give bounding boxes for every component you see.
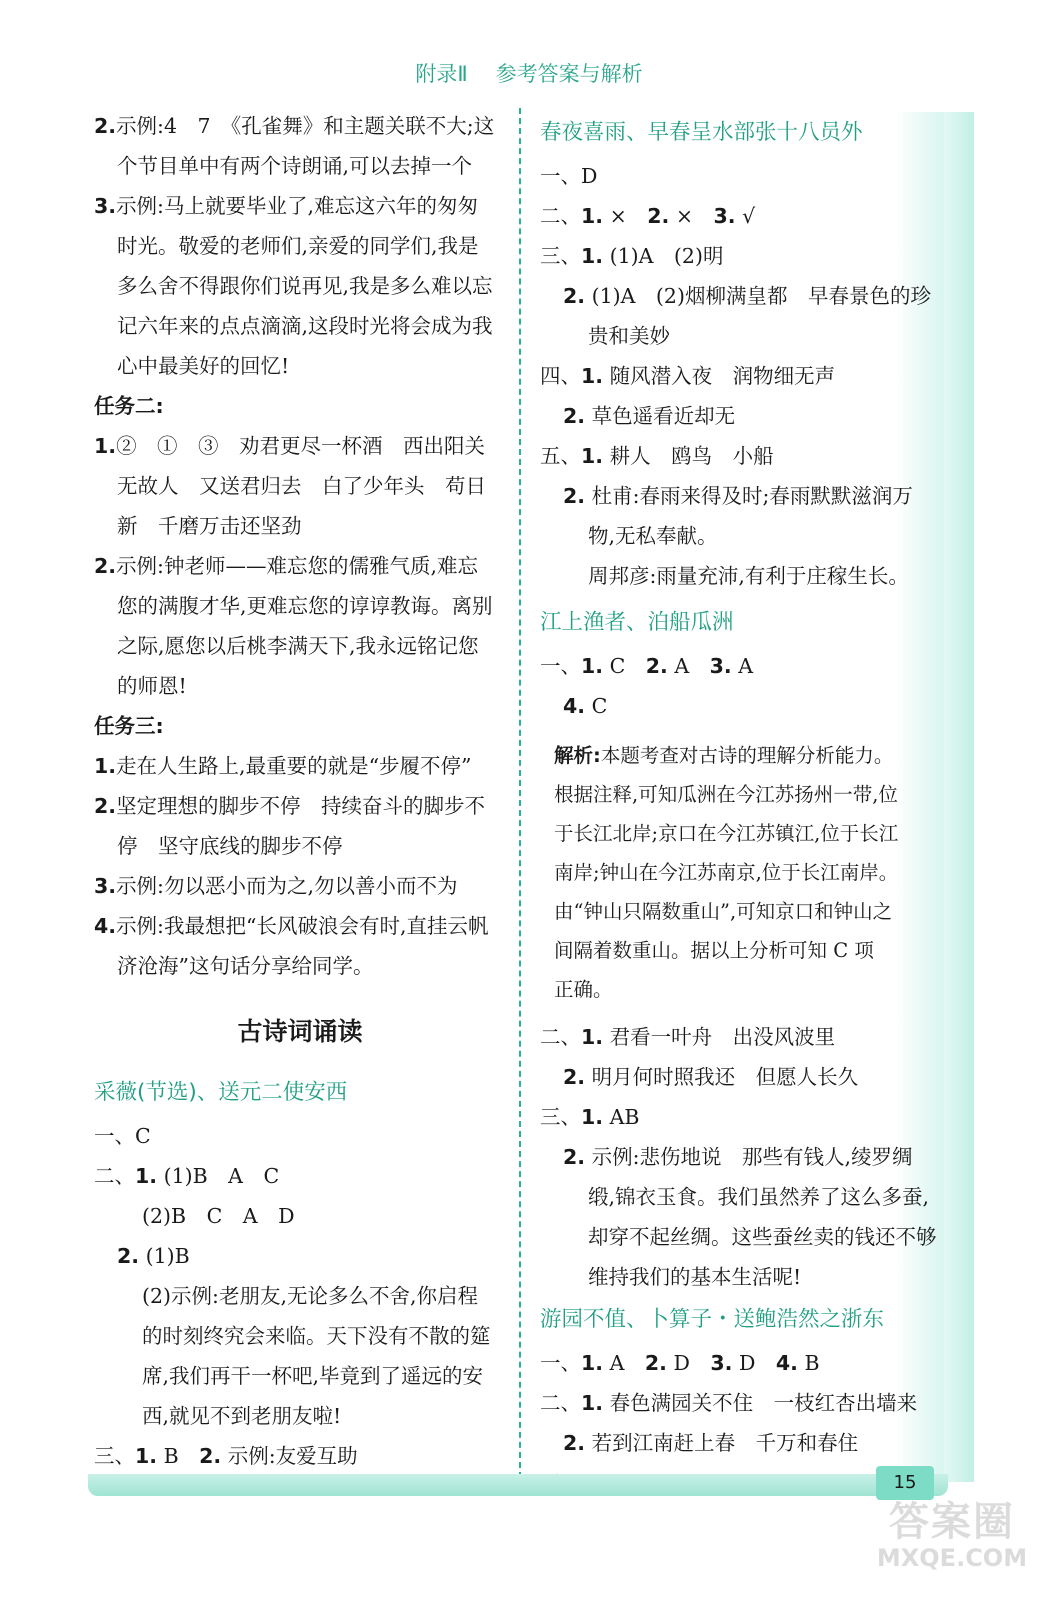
answer-line xyxy=(94,666,506,706)
answer-line xyxy=(94,626,506,666)
question-number: 三、 xyxy=(540,1105,581,1129)
answer-text: (1)B xyxy=(139,1244,190,1268)
answer-text: 杜甫:春雨来得及时;春雨默默滋润万 xyxy=(585,484,913,508)
question-number: 一、 xyxy=(94,1124,135,1148)
question-number: 二、 xyxy=(540,1391,581,1415)
answer-text: D xyxy=(581,164,598,188)
answer-text: A xyxy=(603,1351,645,1375)
question-number: 二、 xyxy=(540,1025,581,1049)
item-number: 2. xyxy=(563,1431,586,1455)
analysis-block xyxy=(540,736,944,1009)
section-title-caiwei: 采薇(节选)、送元二使安西 xyxy=(94,1080,348,1105)
item-number: 2. xyxy=(563,404,586,428)
left-column xyxy=(94,106,506,1476)
answer-line xyxy=(94,1436,506,1476)
item-number: 2. xyxy=(647,204,670,228)
answer-line xyxy=(540,1177,944,1217)
answer-text: 若到江南赶上春 千万和春住 xyxy=(585,1431,859,1455)
answer-text: AB xyxy=(603,1105,640,1129)
item-number: 4. xyxy=(563,694,586,718)
answer-line xyxy=(94,586,506,626)
answer-text: B xyxy=(157,1444,200,1468)
answer-line xyxy=(540,1057,944,1097)
item-number: 2. xyxy=(644,1351,667,1375)
answer-line xyxy=(540,196,944,236)
answer-line xyxy=(540,516,944,556)
answer-line xyxy=(94,746,506,786)
answer-line xyxy=(94,546,506,586)
answer-line xyxy=(94,1396,506,1436)
question-number: 二、 xyxy=(540,204,581,228)
item-number: 2. xyxy=(199,1444,222,1468)
answer-line xyxy=(94,266,506,306)
analysis-line: 根据注释,可知瓜洲在今江苏扬州一带,位 xyxy=(554,783,898,806)
answer-line xyxy=(540,1017,944,1057)
item-number: 1. xyxy=(581,244,604,268)
answer-text: A xyxy=(731,654,754,678)
answer-text: 西,就见不到老朋友啦! xyxy=(142,1404,342,1428)
answer-text: × xyxy=(603,204,648,228)
answer-text: 贵和美妙 xyxy=(588,324,670,348)
answer-text: (2)B C A D xyxy=(142,1204,295,1228)
answer-text: 席,我们再干一杯吧,毕竟到了遥远的安 xyxy=(142,1364,484,1388)
answer-text: 之际,愿您以后桃李满天下,我永远铭记您 xyxy=(117,634,479,658)
answer-line xyxy=(94,1236,506,1276)
answer-line xyxy=(540,476,944,516)
answer-line xyxy=(94,786,506,826)
answer-text: 时光。敬爱的老师们,亲爱的同学们,我是 xyxy=(117,234,479,258)
answer-line xyxy=(94,306,506,346)
answer-line xyxy=(540,356,944,396)
column-divider xyxy=(519,108,521,1478)
item-number: 3. xyxy=(94,194,117,218)
question-number: 三、 xyxy=(540,244,581,268)
answer-text: 记六年来的点点滴滴,这段时光将会成为我 xyxy=(117,314,493,338)
answer-text: (1)B A C xyxy=(157,1164,280,1188)
answer-text: 示例:马上就要毕业了,难忘这六年的匆匆 xyxy=(116,194,478,218)
section-title-youyuan: 游园不值、卜算子・送鲍浩然之浙东 xyxy=(540,1307,885,1332)
question-number: 五、 xyxy=(540,444,581,468)
answer-text: 的师恩! xyxy=(117,674,187,698)
answer-text: 春色满园关不住 一枝红杏出墙来 xyxy=(603,1391,918,1415)
answer-line xyxy=(540,276,944,316)
question-number: 一、 xyxy=(540,1351,581,1375)
page-number: 15 xyxy=(876,1466,934,1500)
question-number: 四、 xyxy=(540,364,581,388)
analysis-label: 解析: xyxy=(554,744,601,767)
answer-text: (2)示例:老朋友,无论多么不舍,你启程 xyxy=(142,1284,478,1308)
answer-line xyxy=(540,236,944,276)
watermark-logo xyxy=(852,1500,1052,1572)
answer-text: 济沧海”这句话分享给同学。 xyxy=(117,954,374,978)
answer-text: 物,无私奉献。 xyxy=(588,524,718,548)
task2-answers xyxy=(94,426,506,706)
answer-line xyxy=(540,1097,944,1137)
item-number: 4. xyxy=(775,1351,798,1375)
item-number: 1. xyxy=(94,434,117,458)
analysis-line: 正确。 xyxy=(554,978,613,1001)
section-big-title: 古诗词诵读 xyxy=(237,1017,363,1046)
header-title: 参考答案与解析 xyxy=(495,62,643,86)
answer-text: D xyxy=(666,1351,711,1375)
answer-line xyxy=(94,186,506,226)
answer-text: 走在人生路上,最重要的就是“步履不停” xyxy=(116,754,472,778)
item-number: 1. xyxy=(581,654,604,678)
answer-line xyxy=(94,226,506,266)
answer-text: 多么舍不得跟你们说再见,我是多么难以忘 xyxy=(117,274,493,298)
answer-text: 示例:4 7 《孔雀舞》和主题关联不大;这 xyxy=(116,114,495,138)
question-number: 三、 xyxy=(94,1444,135,1468)
item-number: 3. xyxy=(713,204,736,228)
item-number: 1. xyxy=(581,1105,604,1129)
answer-line xyxy=(540,646,944,686)
answer-line xyxy=(540,1137,944,1177)
answer-text: 停 坚守底线的脚步不停 xyxy=(117,834,343,858)
answer-text: 示例:友爱互助 xyxy=(221,1444,358,1468)
item-number: 2. xyxy=(94,114,117,138)
answer-text: 随风潜入夜 润物细无声 xyxy=(603,364,836,388)
answer-text: 明月何时照我还 但愿人长久 xyxy=(585,1065,859,1089)
analysis-line: 本题考查对古诗的理解分析能力。 xyxy=(600,744,894,767)
answer-line xyxy=(540,1217,944,1257)
watermark-url: MXQE.COM xyxy=(876,1544,1028,1572)
item-number: 3. xyxy=(710,1351,733,1375)
answer-line xyxy=(540,436,944,476)
answer-line xyxy=(94,1116,506,1156)
answer-text: A xyxy=(667,654,710,678)
page-header xyxy=(0,58,1058,88)
answer-line xyxy=(540,316,944,356)
item-number: 2. xyxy=(563,484,586,508)
section-caiwei-answers xyxy=(94,1116,506,1476)
question-number: 一、 xyxy=(540,164,581,188)
answer-text: 维持我们的基本生活呢! xyxy=(588,1265,802,1289)
answer-line xyxy=(94,466,506,506)
task3-answers xyxy=(94,746,506,986)
answer-text: ② ① ③ 劝君更尽一杯酒 西出阳关 xyxy=(116,434,486,458)
item-number: 1. xyxy=(135,1444,158,1468)
section-jiangshang-answers-a xyxy=(540,646,944,726)
analysis-line: 间隔着数重山。据以上分析可知 C 项 xyxy=(554,939,874,962)
answer-text: 您的满腹才华,更难忘您的谆谆教诲。离别 xyxy=(117,594,493,618)
bottom-decorative-bar xyxy=(88,1474,948,1496)
task3-heading: 任务三: xyxy=(94,714,164,738)
answer-line xyxy=(94,1316,506,1356)
answer-text: 君看一叶舟 出没风波里 xyxy=(603,1025,836,1049)
answer-text: C xyxy=(603,654,646,678)
answer-text: (1)A (2)烟柳满皇都 早春景色的珍 xyxy=(585,284,931,308)
answer-line xyxy=(540,396,944,436)
item-number: 1. xyxy=(581,1025,604,1049)
item-number: 3. xyxy=(709,654,732,678)
item-number: 2. xyxy=(563,1145,586,1169)
section-title-jiangshang: 江上渔者、泊船瓜洲 xyxy=(540,610,734,635)
answer-text: 的时刻终究会来临。天下没有不散的筵 xyxy=(142,1324,491,1348)
item-number: 2. xyxy=(117,1244,140,1268)
answer-line xyxy=(94,506,506,546)
answer-line xyxy=(540,1343,944,1383)
answer-text: 耕人 鸥鸟 小船 xyxy=(603,444,774,468)
answer-text: (1)A (2)明 xyxy=(603,244,724,268)
answer-text: 示例:我最想把“长风破浪会有时,直挂云帆 xyxy=(116,914,489,938)
item-number: 1. xyxy=(581,364,604,388)
question-number: 二、 xyxy=(94,1164,135,1188)
item-number: 4. xyxy=(94,914,117,938)
task1-answers xyxy=(94,106,506,386)
answer-line xyxy=(94,1196,506,1236)
question-number: 一、 xyxy=(540,654,581,678)
analysis-line: 于长江北岸;京口在今江苏镇江,位于长江 xyxy=(554,822,899,845)
section-jiangshang-answers-b xyxy=(540,1017,944,1297)
answer-text: 示例:悲伤地说 那些有钱人,绫罗绸 xyxy=(585,1145,913,1169)
answer-line xyxy=(94,106,506,146)
item-number: 1. xyxy=(135,1164,158,1188)
answer-line xyxy=(540,556,944,596)
item-number: 1. xyxy=(581,444,604,468)
answer-text: B xyxy=(797,1351,820,1375)
answer-line xyxy=(94,946,506,986)
answer-line xyxy=(540,1423,944,1463)
right-column xyxy=(540,110,944,1503)
answer-text: 却穿不起丝绸。这些蚕丝卖的钱还不够 xyxy=(588,1225,937,1249)
answer-line xyxy=(94,826,506,866)
item-number: 1. xyxy=(581,1391,604,1415)
section-title-chunye: 春夜喜雨、早春呈水部张十八员外 xyxy=(540,120,863,145)
answer-text: × xyxy=(669,204,714,228)
answer-text: √ xyxy=(735,204,756,228)
right-edge-accent xyxy=(944,112,974,1482)
answer-text: 心中最美好的回忆! xyxy=(117,354,290,378)
answer-text: 示例:勿以恶小而为之,勿以善小而不为 xyxy=(116,874,458,898)
answer-text: 示例:钟老师——难忘您的儒雅气质,难忘 xyxy=(116,554,478,578)
answer-text: 坚定理想的脚步不停 持续奋斗的脚步不 xyxy=(116,794,486,818)
analysis-line: 由“钟山只隔数重山”,可知京口和钟山之 xyxy=(554,900,893,923)
answer-line xyxy=(540,1257,944,1297)
item-number: 1. xyxy=(581,1351,604,1375)
answer-line xyxy=(94,346,506,386)
answer-text: 个节目单中有两个诗朗诵,可以去掉一个 xyxy=(117,154,473,178)
answer-line xyxy=(94,146,506,186)
answer-text: 缎,锦衣玉食。我们虽然养了这么多蚕, xyxy=(588,1185,930,1209)
answer-line xyxy=(94,1276,506,1316)
section-chunye-answers xyxy=(540,156,944,596)
answer-text: C xyxy=(585,694,608,718)
answer-line xyxy=(94,426,506,466)
item-number: 3. xyxy=(94,874,117,898)
answer-text: 周邦彦:雨量充沛,有利于庄稼生长。 xyxy=(588,564,909,588)
item-number: 2. xyxy=(563,1065,586,1089)
answer-line xyxy=(94,906,506,946)
answer-line xyxy=(540,156,944,196)
answer-text: 新 千磨万击还坚劲 xyxy=(117,514,302,538)
analysis-line: 南岸;钟山在今江苏南京,位于长江南岸。 xyxy=(554,861,899,884)
item-number: 2. xyxy=(94,794,117,818)
item-number: 2. xyxy=(94,554,117,578)
item-number: 1. xyxy=(94,754,117,778)
task2-heading: 任务二: xyxy=(94,394,164,418)
header-appendix: 附录Ⅱ xyxy=(415,62,468,86)
answer-line xyxy=(540,686,944,726)
answer-text: D xyxy=(732,1351,776,1375)
answer-text: 草色遥看近却无 xyxy=(585,404,736,428)
answer-line xyxy=(94,1156,506,1196)
watermark-text: 答案圈 xyxy=(889,1499,1015,1545)
item-number: 2. xyxy=(645,654,668,678)
answer-line xyxy=(94,1356,506,1396)
item-number: 1. xyxy=(581,204,604,228)
answer-line xyxy=(94,866,506,906)
answer-text: 无故人 又送君归去 白了少年头 苟日 xyxy=(117,474,486,498)
answer-line xyxy=(540,1383,944,1423)
answer-text: C xyxy=(135,1124,151,1148)
item-number: 2. xyxy=(563,284,586,308)
